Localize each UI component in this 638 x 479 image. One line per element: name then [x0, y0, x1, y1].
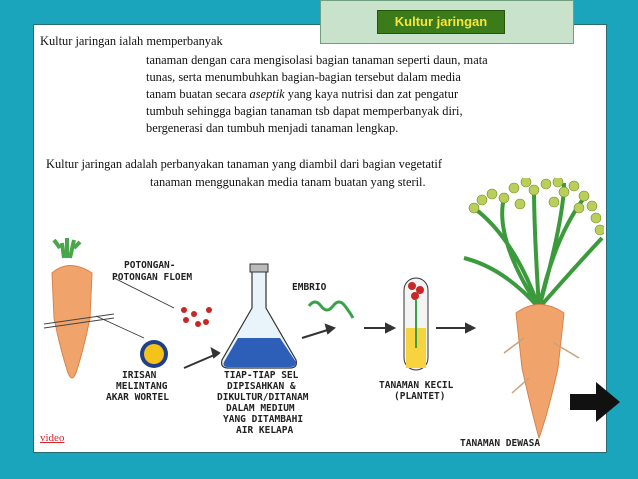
- carrot-illustration: [44, 238, 114, 378]
- label-sel-4: DALAM MEDIUM: [226, 403, 295, 414]
- test-tube: [404, 278, 428, 370]
- video-link[interactable]: video: [40, 432, 65, 444]
- definition-1-line: bergenerasi dan tumbuh menjadi tanaman lengkap.: [146, 121, 399, 135]
- label-sel-5: YANG DITAMBAHI: [223, 414, 304, 425]
- next-slide-button[interactable]: [566, 380, 622, 424]
- label-irisan-3: AKAR WORTEL: [106, 392, 169, 403]
- definition-1-line: [146, 86, 586, 103]
- label-kecil-2: (PLANTET): [394, 391, 446, 402]
- label-sel-2: DIPISAHKAN &: [227, 381, 296, 392]
- embryo-icon: [309, 302, 353, 318]
- definition-2-body: tanaman menggunakan media tanam buatan yang steril.: [150, 175, 426, 189]
- label-sel-1: TIAP-TIAP SEL: [224, 370, 299, 381]
- label-irisan-2: MELINTANG: [116, 381, 168, 392]
- label-embrio: EMBRIO: [292, 282, 327, 293]
- label-dewasa: TANAMAN DEWASA: [460, 438, 541, 449]
- aseptik-term: aseptik: [249, 87, 285, 101]
- pointer-line: [96, 316, 144, 338]
- label-kecil-1: TANAMAN KECIL: [379, 380, 454, 391]
- label-sel-3: DIKULTUR/DITANAM: [217, 392, 309, 403]
- carrot-cross-section: [140, 340, 168, 368]
- arrow-right-icon: [570, 382, 620, 422]
- definition-1-body: [146, 52, 586, 137]
- label-irisan-1: IRISAN: [122, 370, 157, 381]
- text-part: yang kaya nutrisi dan zat pengatur: [284, 87, 459, 101]
- definition-1-line: tanaman dengan cara mengisolasi bagian tanaman seperti daun, mata: [146, 53, 488, 67]
- phloem-pieces: [181, 307, 212, 327]
- culture-flask: [222, 264, 297, 368]
- label-floem-1: POTONGAN-: [124, 260, 176, 271]
- tissue-culture-diagram: [34, 178, 604, 450]
- text-part: tanam buatan secara: [146, 87, 250, 101]
- definition-2-lead: Kultur jaringan adalah perbanyakan tanaman yang diambil dari bagian vegetatif: [46, 157, 442, 171]
- slide-title: Kultur jaringan: [377, 10, 505, 34]
- definition-1-line: tunas, serta menumbuhkan bagian-bagian tersebut dalam media: [146, 70, 461, 84]
- definition-1-lead: Kultur jaringan ialah memperbanyak: [40, 34, 223, 48]
- definition-1-line: tumbuh sehingga bagian tanaman tsb dapat memperbanyak diri,: [146, 104, 463, 118]
- label-floem-2: POTONGAN FLOEM: [112, 272, 193, 283]
- label-sel-6: AIR KELAPA: [236, 425, 294, 436]
